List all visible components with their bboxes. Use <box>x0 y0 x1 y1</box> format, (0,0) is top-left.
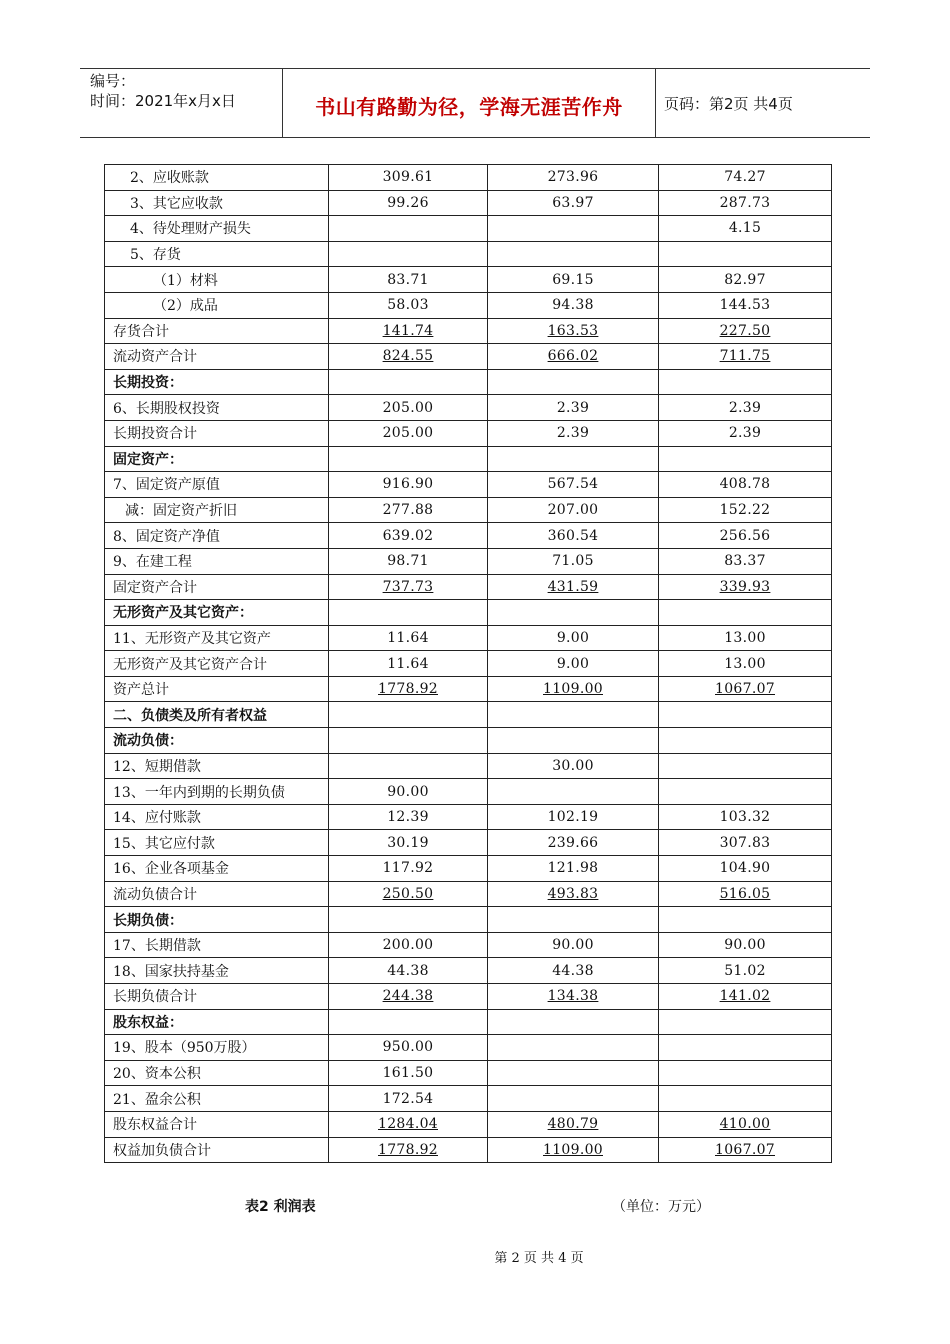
value-text: 144.53 <box>719 297 771 314</box>
value-cell-col2 <box>488 548 659 574</box>
value-text: 74.27 <box>724 169 766 186</box>
table-row <box>105 779 832 805</box>
value-text: 916.90 <box>382 476 434 493</box>
value-cell-col1 <box>329 804 488 830</box>
value-cell-col3 <box>659 395 832 421</box>
value-text: 1067.07 <box>715 1141 775 1158</box>
table-row <box>105 958 832 984</box>
value-cell-col1 <box>329 907 488 933</box>
value-text: 141.74 <box>382 322 434 339</box>
value-text: 13.00 <box>724 655 766 672</box>
value-text: 13.00 <box>724 629 766 646</box>
table-row <box>105 625 832 651</box>
value-text: 90.00 <box>552 937 594 954</box>
value-text: 200.00 <box>382 937 434 954</box>
value-cell-col3 <box>659 932 832 958</box>
row-label: 12、短期借款 <box>105 753 329 779</box>
value-cell-col2 <box>488 216 659 242</box>
value-cell-col2 <box>488 651 659 677</box>
value-text: 134.38 <box>547 988 599 1005</box>
row-label: （2）成品 <box>105 292 329 318</box>
value-cell-col2 <box>488 907 659 933</box>
value-cell-col1 <box>329 830 488 856</box>
value-text: 161.50 <box>382 1065 434 1082</box>
value-cell-col3 <box>659 958 832 984</box>
row-label: 7、固定资产原值 <box>105 472 329 498</box>
table-row <box>105 1137 832 1163</box>
value-cell-col3 <box>659 369 832 395</box>
value-cell-col1 <box>329 292 488 318</box>
value-cell-col1 <box>329 1035 488 1061</box>
value-cell-col2 <box>488 830 659 856</box>
value-text: 12.39 <box>387 809 429 826</box>
value-cell-col1 <box>329 420 488 446</box>
value-text: 83.37 <box>724 553 766 570</box>
row-label: 3、其它应收款 <box>105 190 329 216</box>
table-row <box>105 856 832 882</box>
value-cell-col1 <box>329 216 488 242</box>
value-cell-col1 <box>329 1060 488 1086</box>
value-text: 250.50 <box>382 885 434 902</box>
value-cell-col1 <box>329 753 488 779</box>
table-row <box>105 216 832 242</box>
row-label: 股东权益： <box>105 1009 329 1035</box>
value-text: 69.15 <box>552 271 594 288</box>
value-cell-col3 <box>659 804 832 830</box>
value-cell-col3 <box>659 318 832 344</box>
table-row <box>105 753 832 779</box>
header-meta <box>80 69 282 137</box>
value-cell-col1 <box>329 241 488 267</box>
value-cell-col1 <box>329 856 488 882</box>
value-text: 103.32 <box>719 809 771 826</box>
value-text: 207.00 <box>547 502 599 519</box>
value-cell-col1 <box>329 472 488 498</box>
value-cell-col1 <box>329 676 488 702</box>
table-row <box>105 497 832 523</box>
row-label: 固定资产： <box>105 446 329 472</box>
value-cell-col3 <box>659 676 832 702</box>
value-cell-col1 <box>329 984 488 1010</box>
value-text: 256.56 <box>719 527 771 544</box>
value-text: 1067.07 <box>715 681 775 698</box>
value-cell-col1 <box>329 1086 488 1112</box>
number-label: 编号： <box>90 72 136 90</box>
value-text: 30.00 <box>552 757 594 774</box>
value-text: 1284.04 <box>378 1116 438 1133</box>
row-label: 流动资产合计 <box>105 344 329 370</box>
value-cell-col2 <box>488 600 659 626</box>
value-text: 51.02 <box>724 962 766 979</box>
header-page-cell <box>654 69 870 137</box>
value-cell-col2 <box>488 318 659 344</box>
table-row <box>105 1086 832 1112</box>
table-row <box>105 523 832 549</box>
row-label: 21、盈余公积 <box>105 1086 329 1112</box>
value-text: 30.19 <box>387 834 429 851</box>
row-label: 19、股本（950万股） <box>105 1035 329 1061</box>
value-text: 44.38 <box>387 962 429 979</box>
table-row <box>105 1035 832 1061</box>
value-cell-col3 <box>659 625 832 651</box>
row-label: 固定资产合计 <box>105 574 329 600</box>
table-row <box>105 369 832 395</box>
value-cell-col2 <box>488 574 659 600</box>
table-row <box>105 420 832 446</box>
value-text: 824.55 <box>382 348 434 365</box>
row-label: 8、固定资产净值 <box>105 523 329 549</box>
table-row <box>105 472 832 498</box>
value-cell-col2 <box>488 856 659 882</box>
value-cell-col1 <box>329 1111 488 1137</box>
value-text: 1778.92 <box>378 1141 438 1158</box>
value-cell-col1 <box>329 574 488 600</box>
value-cell-col1 <box>329 318 488 344</box>
value-cell-col3 <box>659 1137 832 1163</box>
value-text: 360.54 <box>547 527 599 544</box>
value-cell-col3 <box>659 472 832 498</box>
value-cell-col3 <box>659 753 832 779</box>
row-label: 资产总计 <box>105 676 329 702</box>
value-text: 2.39 <box>728 399 762 416</box>
value-cell-col1 <box>329 932 488 958</box>
value-cell-col2 <box>488 625 659 651</box>
value-cell-col1 <box>329 958 488 984</box>
value-cell-col3 <box>659 1035 832 1061</box>
table-row <box>105 241 832 267</box>
table-row <box>105 651 832 677</box>
table-row <box>105 728 832 754</box>
value-cell-col2 <box>488 881 659 907</box>
value-cell-col2 <box>488 804 659 830</box>
value-text: 71.05 <box>552 553 594 570</box>
table-row <box>105 292 832 318</box>
row-label: 长期投资合计 <box>105 420 329 446</box>
value-cell-col2 <box>488 958 659 984</box>
row-label: 2、应收账款 <box>105 165 329 191</box>
value-text: 141.02 <box>719 988 771 1005</box>
value-text: 104.90 <box>719 860 771 877</box>
table-row <box>105 1009 832 1035</box>
value-cell-col2 <box>488 779 659 805</box>
value-cell-col3 <box>659 190 832 216</box>
value-cell-col3 <box>659 856 832 882</box>
row-label: 14、应付账款 <box>105 804 329 830</box>
table-row <box>105 548 832 574</box>
value-cell-col2 <box>488 165 659 191</box>
value-cell-col3 <box>659 881 832 907</box>
value-text: 152.22 <box>719 502 771 519</box>
value-cell-col2 <box>488 1137 659 1163</box>
value-text: 99.26 <box>387 194 429 211</box>
value-cell-col1 <box>329 702 488 728</box>
value-text: 11.64 <box>387 655 429 672</box>
motto-text: 书山有路勤为径，学海无涯苦作舟 <box>315 95 623 119</box>
table-row <box>105 574 832 600</box>
value-cell-col2 <box>488 984 659 1010</box>
table-row <box>105 907 832 933</box>
value-cell-col3 <box>659 1009 832 1035</box>
value-cell-col2 <box>488 241 659 267</box>
value-cell-col2 <box>488 267 659 293</box>
value-cell-col2 <box>488 523 659 549</box>
value-text: 567.54 <box>547 476 599 493</box>
value-cell-col2 <box>488 420 659 446</box>
value-text: 98.71 <box>387 553 429 570</box>
value-cell-col1 <box>329 165 488 191</box>
value-cell-col1 <box>329 1137 488 1163</box>
value-text: 63.97 <box>552 194 594 211</box>
value-cell-col1 <box>329 651 488 677</box>
row-label: 无形资产及其它资产： <box>105 600 329 626</box>
value-cell-col1 <box>329 523 488 549</box>
row-label: 二、负债类及所有者权益 <box>105 702 329 728</box>
value-text: 410.00 <box>719 1116 771 1133</box>
value-cell-col2 <box>488 753 659 779</box>
row-label: 20、资本公积 <box>105 1060 329 1086</box>
value-text: 102.19 <box>547 809 599 826</box>
value-cell-col2 <box>488 190 659 216</box>
value-text: 44.38 <box>552 962 594 979</box>
value-cell-col1 <box>329 548 488 574</box>
value-text: 83.71 <box>387 271 429 288</box>
row-label: （1）材料 <box>105 267 329 293</box>
row-label: 15、其它应付款 <box>105 830 329 856</box>
table-caption-title: 表2 利润表 <box>245 1199 316 1215</box>
row-label: 股东权益合计 <box>105 1111 329 1137</box>
table-row <box>105 165 832 191</box>
value-cell-col2 <box>488 344 659 370</box>
value-text: 287.73 <box>719 194 771 211</box>
value-cell-col3 <box>659 523 832 549</box>
value-text: 737.73 <box>382 578 434 595</box>
value-cell-col3 <box>659 292 832 318</box>
table-row <box>105 702 832 728</box>
value-cell-col3 <box>659 728 832 754</box>
row-label: 长期投资： <box>105 369 329 395</box>
table-row <box>105 318 832 344</box>
value-cell-col3 <box>659 907 832 933</box>
value-cell-col1 <box>329 446 488 472</box>
value-text: 711.75 <box>719 348 771 365</box>
table-row <box>105 1111 832 1137</box>
value-cell-col3 <box>659 165 832 191</box>
row-label: 长期负债合计 <box>105 984 329 1010</box>
value-cell-col2 <box>488 676 659 702</box>
value-cell-col3 <box>659 651 832 677</box>
row-label: 减：固定资产折旧 <box>105 497 329 523</box>
value-cell-col3 <box>659 216 832 242</box>
value-cell-col2 <box>488 1086 659 1112</box>
value-cell-col2 <box>488 472 659 498</box>
table-row <box>105 344 832 370</box>
value-text: 4.15 <box>728 220 762 237</box>
header-motto-cell <box>282 69 656 137</box>
value-text: 9.00 <box>556 629 590 646</box>
row-label: 权益加负债合计 <box>105 1137 329 1163</box>
row-label: 存货合计 <box>105 318 329 344</box>
value-text: 239.66 <box>547 834 599 851</box>
value-cell-col3 <box>659 241 832 267</box>
row-label: 流动负债合计 <box>105 881 329 907</box>
value-text: 90.00 <box>724 937 766 954</box>
value-cell-col1 <box>329 625 488 651</box>
value-text: 227.50 <box>719 322 771 339</box>
row-label: 6、长期股权投资 <box>105 395 329 421</box>
value-cell-col3 <box>659 574 832 600</box>
value-cell-col3 <box>659 984 832 1010</box>
value-cell-col2 <box>488 369 659 395</box>
value-cell-col2 <box>488 702 659 728</box>
value-text: 516.05 <box>719 885 771 902</box>
value-text: 493.83 <box>547 885 599 902</box>
value-text: 950.00 <box>382 1039 434 1056</box>
value-text: 117.92 <box>382 860 434 877</box>
value-cell-col3 <box>659 779 832 805</box>
table-row <box>105 804 832 830</box>
value-cell-col3 <box>659 600 832 626</box>
row-label: 17、长期借款 <box>105 932 329 958</box>
value-cell-col2 <box>488 728 659 754</box>
value-text: 121.98 <box>547 860 599 877</box>
value-text: 666.02 <box>547 348 599 365</box>
value-cell-col1 <box>329 497 488 523</box>
row-label: 11、无形资产及其它资产 <box>105 625 329 651</box>
value-text: 307.83 <box>719 834 771 851</box>
value-text: 9.00 <box>556 655 590 672</box>
value-text: 163.53 <box>547 322 599 339</box>
value-text: 1109.00 <box>543 1141 603 1158</box>
table-row <box>105 1060 832 1086</box>
value-text: 309.61 <box>382 169 434 186</box>
value-text: 2.39 <box>556 425 590 442</box>
page-header <box>80 68 870 138</box>
value-text: 1778.92 <box>378 681 438 698</box>
page-number-label: 页码：第2页 共4页 <box>664 95 793 113</box>
page-footer: 第 2 页 共 4 页 <box>494 1251 584 1266</box>
table-row <box>105 676 832 702</box>
balance-sheet-body <box>105 165 832 1163</box>
value-cell-col3 <box>659 267 832 293</box>
table-row <box>105 830 832 856</box>
value-text: 205.00 <box>382 425 434 442</box>
value-cell-col1 <box>329 728 488 754</box>
value-cell-col1 <box>329 344 488 370</box>
value-cell-col2 <box>488 395 659 421</box>
table-row <box>105 190 832 216</box>
value-text: 11.64 <box>387 629 429 646</box>
value-cell-col2 <box>488 446 659 472</box>
value-cell-col2 <box>488 1060 659 1086</box>
value-text: 339.93 <box>719 578 771 595</box>
value-cell-col3 <box>659 702 832 728</box>
value-cell-col3 <box>659 830 832 856</box>
value-cell-col1 <box>329 779 488 805</box>
value-cell-col2 <box>488 1111 659 1137</box>
value-text: 90.00 <box>387 783 429 800</box>
value-text: 58.03 <box>387 297 429 314</box>
row-label: 9、在建工程 <box>105 548 329 574</box>
table-row <box>105 395 832 421</box>
row-label: 流动负债： <box>105 728 329 754</box>
row-label: 13、一年内到期的长期负债 <box>105 779 329 805</box>
value-text: 408.78 <box>719 476 771 493</box>
value-text: 244.38 <box>382 988 434 1005</box>
value-cell-col3 <box>659 420 832 446</box>
row-label: 4、待处理财产损失 <box>105 216 329 242</box>
value-cell-col1 <box>329 267 488 293</box>
table-row <box>105 446 832 472</box>
value-cell-col1 <box>329 369 488 395</box>
table-row <box>105 600 832 626</box>
value-cell-col3 <box>659 344 832 370</box>
value-text: 2.39 <box>728 425 762 442</box>
row-label: 长期负债： <box>105 907 329 933</box>
value-cell-col1 <box>329 600 488 626</box>
value-cell-col1 <box>329 395 488 421</box>
value-cell-col3 <box>659 1060 832 1086</box>
value-cell-col3 <box>659 446 832 472</box>
row-label: 无形资产及其它资产合计 <box>105 651 329 677</box>
value-text: 273.96 <box>547 169 599 186</box>
value-text: 1109.00 <box>543 681 603 698</box>
value-text: 639.02 <box>382 527 434 544</box>
balance-sheet-table <box>104 164 832 1163</box>
row-label: 18、国家扶持基金 <box>105 958 329 984</box>
value-cell-col1 <box>329 190 488 216</box>
time-label: 时间：2021年x月x日 <box>90 92 236 110</box>
value-text: 2.39 <box>556 399 590 416</box>
value-text: 205.00 <box>382 399 434 416</box>
value-text: 82.97 <box>724 271 766 288</box>
table-row <box>105 881 832 907</box>
value-cell-col3 <box>659 1111 832 1137</box>
value-cell-col1 <box>329 881 488 907</box>
row-label: 5、存货 <box>105 241 329 267</box>
value-cell-col3 <box>659 1086 832 1112</box>
value-text: 172.54 <box>382 1090 434 1107</box>
value-cell-col2 <box>488 497 659 523</box>
table-row <box>105 932 832 958</box>
table-row <box>105 984 832 1010</box>
table-caption-unit: （单位：万元） <box>612 1199 710 1215</box>
value-cell-col2 <box>488 1035 659 1061</box>
value-text: 431.59 <box>547 578 599 595</box>
value-cell-col2 <box>488 932 659 958</box>
value-text: 480.79 <box>547 1116 599 1133</box>
row-label: 16、企业各项基金 <box>105 856 329 882</box>
table-row <box>105 267 832 293</box>
value-cell-col3 <box>659 548 832 574</box>
value-cell-col1 <box>329 1009 488 1035</box>
value-cell-col2 <box>488 1009 659 1035</box>
value-text: 94.38 <box>552 297 594 314</box>
value-cell-col2 <box>488 292 659 318</box>
value-text: 277.88 <box>382 502 434 519</box>
value-cell-col3 <box>659 497 832 523</box>
